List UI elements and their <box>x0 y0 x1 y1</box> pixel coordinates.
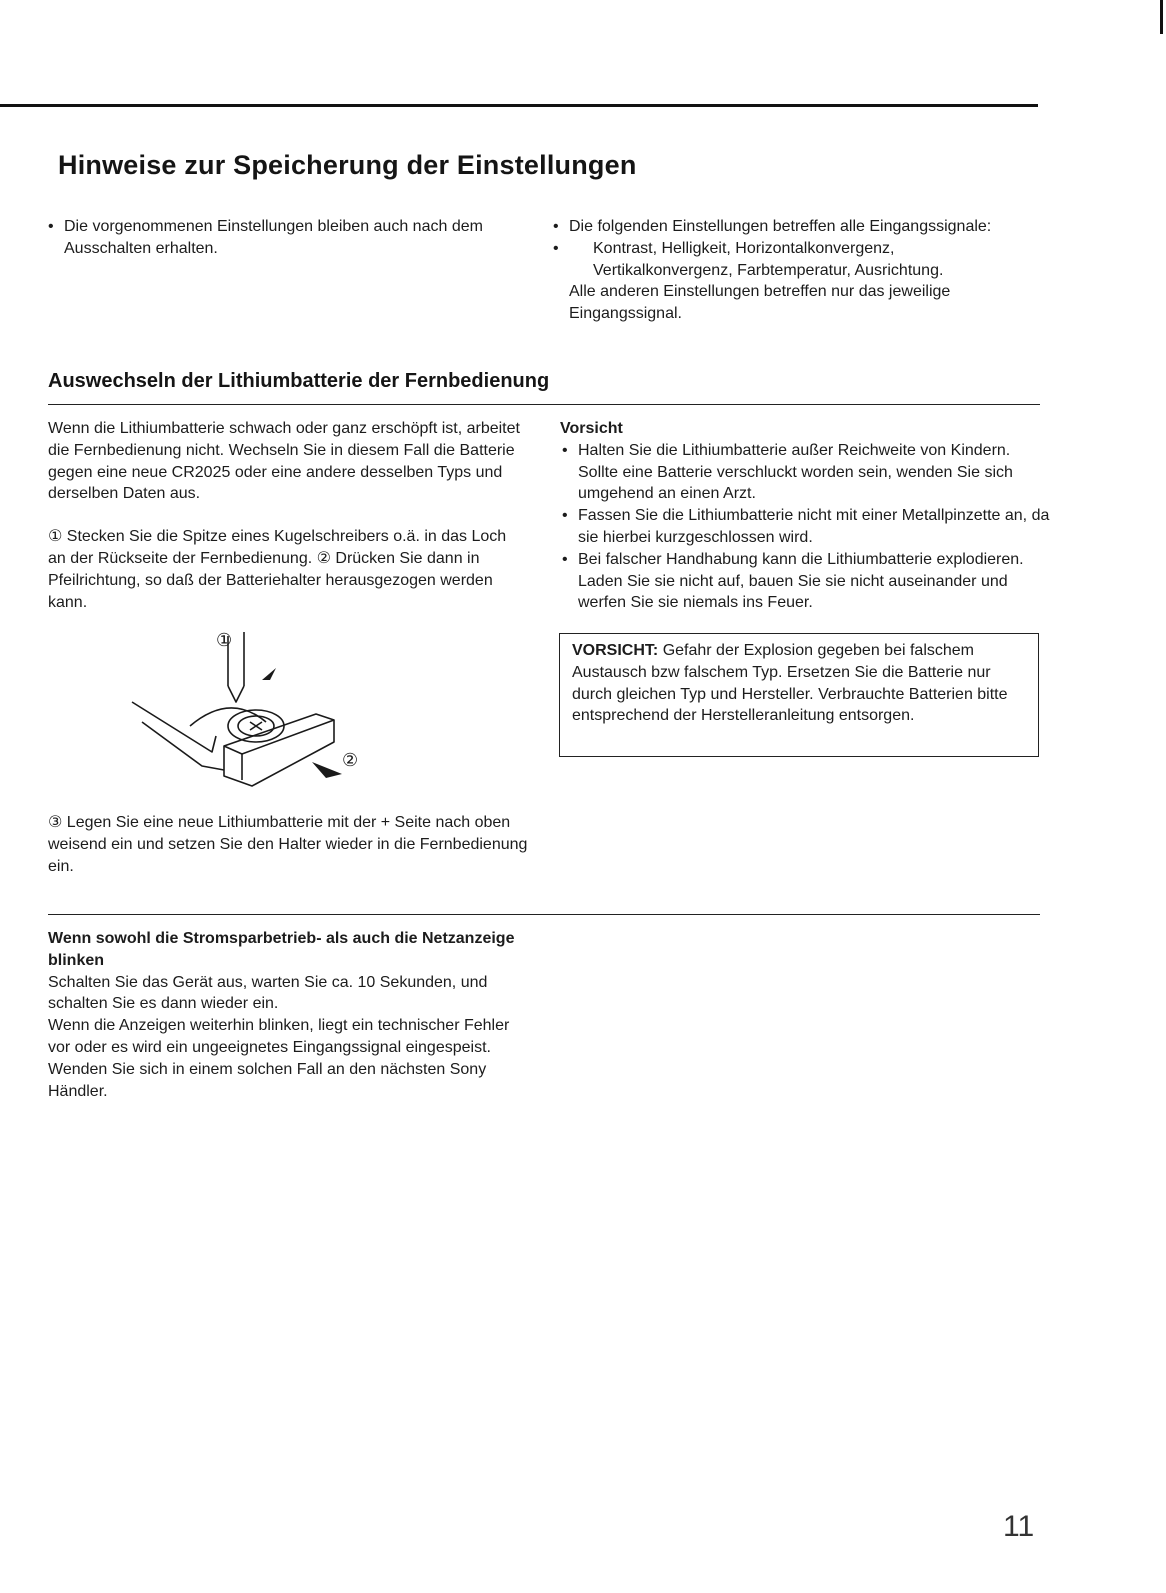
blink-instruction-1: Schalten Sie das Gerät aus, warten Sie ca. 10 Sekunden, und schalten Sie es dann wieder ein. <box>48 973 488 1013</box>
storage-settings-list <box>551 238 1011 282</box>
caution-item-text: Fassen Sie die Lithiumbatterie nicht mit einer Metallpinzette an, da sie hierbei kurzgeschlossen wird. <box>578 507 1050 546</box>
caution-item-text: Halten Sie die Lithiumbatterie außer Reichweite von Kindern. Sollte eine Batterie verschluckt worden sein, wenden Sie sich umgehend an einen Arzt. <box>578 441 1013 503</box>
caution-item <box>560 505 1050 549</box>
battery-step-3-block <box>48 812 530 898</box>
storage-note-right-intro-text: Die folgenden Einstellungen betreffen alle Eingangssignale: <box>569 218 992 235</box>
caution-item-text: Bei falscher Handhabung kann die Lithiumbatterie explodieren. Laden Sie sie nicht auf, bauen Sie sie nicht auseinander und werfen Sie sie niemals ins Feuer. <box>578 550 1024 612</box>
storage-settings-list-text: Kontrast, Helligkeit, Horizontalkonvergenz, Vertikalkonvergenz, Farbtemperatur, Ausrichtung. <box>593 239 944 279</box>
arrow-1-icon <box>262 668 276 680</box>
battery-left-column <box>48 418 526 634</box>
blink-heading: Wenn sowohl die Stromsparbetrieb- als auch die Netzanzeige blinken <box>48 930 515 969</box>
storage-note-right-intro <box>551 216 1011 238</box>
battery-section-title: Auswechseln der Lithiumbatterie der Fernbedienung <box>48 370 550 392</box>
storage-note-right-outro <box>551 281 1011 325</box>
caution-item <box>560 549 1050 614</box>
figure-label-1: ① <box>216 630 233 651</box>
figure-label-2: ② <box>342 750 359 771</box>
battery-step-3: ③ Legen Sie eine neue Lithiumbatterie mit der + Seite nach oben weisend ein und setzen Sie den Halter wieder in die Fernbedienung ein. <box>48 814 528 875</box>
caution-heading: Vorsicht <box>560 420 623 437</box>
storage-note-left-text: Die vorgenommenen Einstellungen bleiben auch nach dem Ausschalten erhalten. <box>64 218 483 257</box>
battery-caution <box>560 418 1050 614</box>
top-rule <box>0 104 1038 107</box>
page-edge-mark <box>1160 0 1163 34</box>
battery-intro: Wenn die Lithiumbatterie schwach oder ganz erschöpft ist, arbeitet die Fernbedienung nicht. Wechseln Sie in diesem Fall die Batterie gegen eine neue CR2025 oder eine andere desselben Typs und derselben Daten aus. <box>48 420 520 503</box>
page-title: Hinweise zur Speicherung der Einstellungen <box>58 150 637 180</box>
battery-step-1-2: ① Stecken Sie die Spitze eines Kugelschreibers o.ä. in das Loch an der Rückseite der Fernbedienung. ② Drücken Sie dann in Pfeilrichtung, so daß der Batteriehalter herausgezogen werden kann. <box>48 528 507 611</box>
caution-item <box>560 440 1050 505</box>
battery-replacement-illustration <box>120 630 380 805</box>
warning-box <box>559 633 1039 757</box>
blink-instruction-2: Wenn die Anzeigen weiterhin blinken, liegt ein technischer Fehler vor oder es wird ein ungeeignetes Eingangssignal eingespeist. <box>48 1017 510 1056</box>
arrow-2-icon <box>312 762 342 778</box>
warning-text: Gefahr der Explosion gegeben bei falschem Austausch bzw falschem Typ. Ersetzen Sie die Batterie nur durch gleichen Typ und Hersteller. Verbrauchte Batterien bitte entsprechend der Herstelleranleitung entsorgen. <box>572 642 1008 725</box>
storage-note-right-outro-text: Alle anderen Einstellungen betreffen nur das jeweilige Eingangssignal. <box>569 283 951 323</box>
blink-instruction-3: Wenden Sie sich in einem solchen Fall an den nächsten Sony Händler. <box>48 1060 487 1100</box>
storage-note-right <box>551 216 1011 325</box>
warning-label: VORSICHT: <box>572 642 659 659</box>
storage-note-left <box>46 216 534 260</box>
battery-section-rule <box>48 404 1040 405</box>
blink-section <box>48 928 520 1102</box>
page-number: 11 <box>1003 1510 1035 1543</box>
blink-section-rule <box>48 914 1040 915</box>
